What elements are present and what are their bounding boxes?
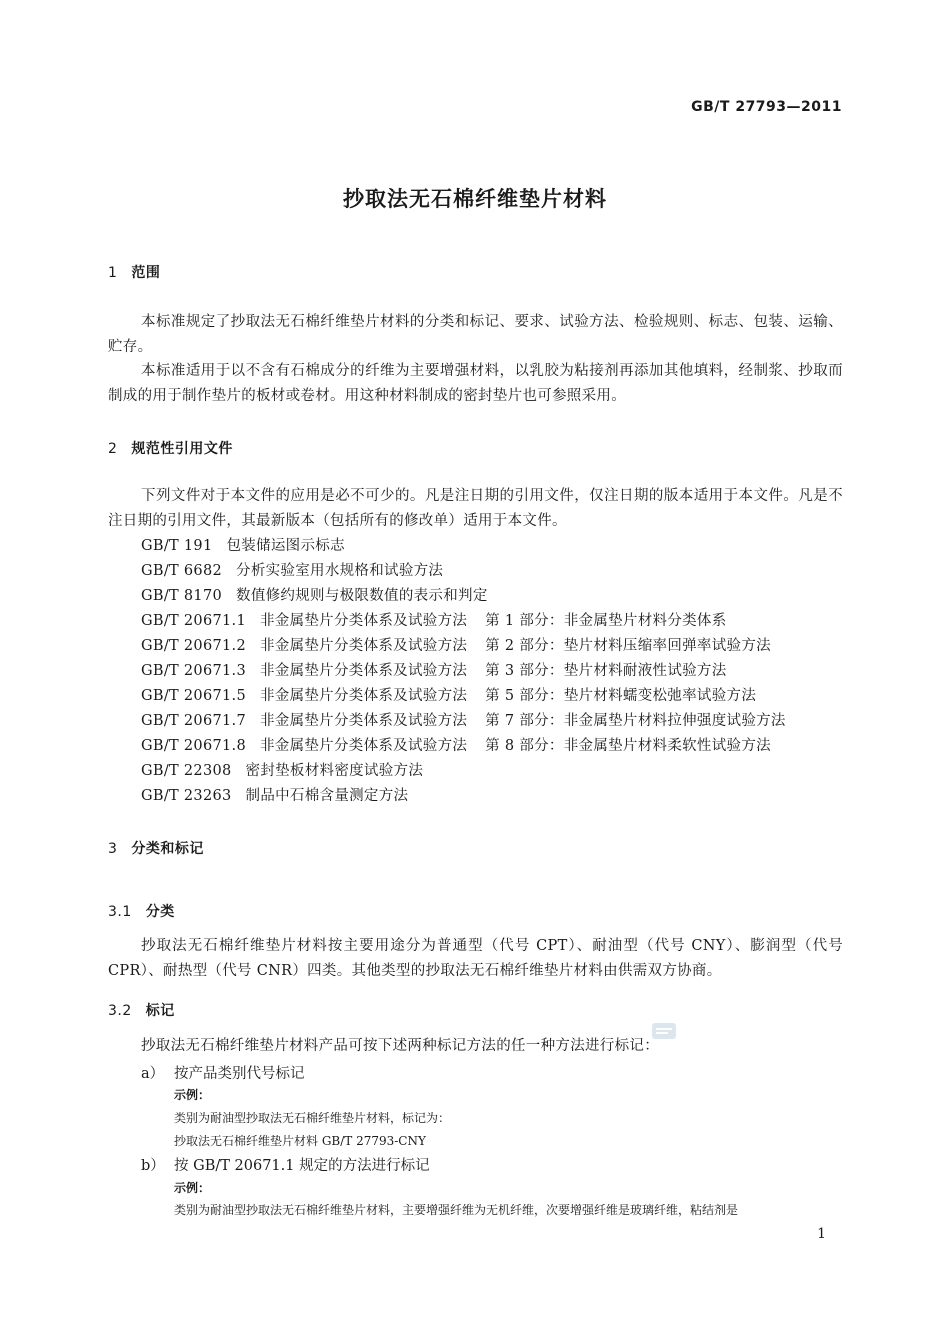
section-title: 范围 xyxy=(131,265,161,281)
reference-item xyxy=(141,659,727,684)
reference-code: GB/T 20671.3 xyxy=(141,663,246,679)
section-3-heading xyxy=(108,838,204,858)
reference-title: 非金属垫片分类体系及试验方法 xyxy=(259,713,468,729)
reference-title: 非金属垫片分类体系及试验方法 xyxy=(259,688,468,704)
reference-code: GB/T 20671.2 xyxy=(141,638,246,654)
document-title: 抄取法无石棉纤维垫片材料 xyxy=(343,187,607,211)
reference-item xyxy=(141,684,756,709)
section-3-1-heading xyxy=(108,901,175,921)
section-number: 3 xyxy=(108,841,118,857)
reference-item xyxy=(141,609,727,634)
reference-code: GB/T 22308 xyxy=(141,763,232,779)
example-line: 类别为耐油型抄取法无石棉纤维垫片材料，标记为： xyxy=(174,1111,451,1125)
reference-item xyxy=(141,784,408,809)
section-title: 分类和标记 xyxy=(131,841,204,857)
page-number: 1 xyxy=(817,1226,826,1242)
reference-title: 非金属垫片分类体系及试验方法 xyxy=(259,663,468,679)
section-number: 1 xyxy=(108,265,118,281)
example-line: 类别为耐油型抄取法无石棉纤维垫片材料，主要增强纤维为无机纤维，次要增强纤维是玻璃纤维，粘结剂是 xyxy=(174,1203,739,1217)
list-label: b） xyxy=(141,1158,165,1174)
example-label: 示例： xyxy=(174,1088,211,1102)
reference-part: 第 3 部分：垫片材料耐液性试验方法 xyxy=(485,663,727,679)
reference-title: 分析实验室用水规格和试验方法 xyxy=(236,563,444,579)
reference-code: GB/T 6682 xyxy=(141,563,223,579)
section-number: 3.2 xyxy=(108,1003,132,1019)
classification-paragraph: 抄取法无石棉纤维垫片材料按主要用途分为普通型（代号 CPT）、耐油型（代号 CNY）、膨润型（代号 CPR）、耐热型（代号 CNR）四类。其他类型的抄取法无石棉纤维垫片材料由供需双方协商。 xyxy=(108,938,843,979)
reference-part: 第 7 部分：非金属垫片材料拉伸强度试验方法 xyxy=(485,713,786,729)
section-1-heading xyxy=(108,262,160,282)
reference-title: 密封垫板材料密度试验方法 xyxy=(245,763,424,779)
reference-title: 包装储运图示标志 xyxy=(226,538,345,554)
list-label: a） xyxy=(141,1066,165,1082)
example-line: 抄取法无石棉纤维垫片材料 GB/T 27793-CNY xyxy=(174,1134,426,1148)
reference-title: 数值修约规则与极限数值的表示和判定 xyxy=(236,588,488,604)
marking-method-b xyxy=(141,1154,430,1175)
reference-title: 制品中石棉含量测定方法 xyxy=(245,788,409,804)
section-title: 标记 xyxy=(145,1003,175,1019)
reference-item xyxy=(141,559,443,584)
section-title: 分类 xyxy=(145,904,175,920)
list-text: 按产品类别代号标记 xyxy=(174,1066,305,1082)
reference-code: GB/T 23263 xyxy=(141,788,232,804)
reference-code: GB/T 20671.1 xyxy=(141,613,246,629)
standard-number: GB/T 27793—2011 xyxy=(691,99,842,115)
reference-code: GB/T 20671.5 xyxy=(141,688,246,704)
reference-item xyxy=(141,534,345,559)
reference-code: GB/T 20671.7 xyxy=(141,713,246,729)
section-title: 规范性引用文件 xyxy=(131,441,233,457)
reference-title: 非金属垫片分类体系及试验方法 xyxy=(259,613,468,629)
reference-item xyxy=(141,584,488,609)
scope-paragraph-1: 本标准规定了抄取法无石棉纤维垫片材料的分类和标记、要求、试验方法、检验规则、标志、包装、运输、贮存。 xyxy=(108,314,843,355)
scope-paragraph-2: 本标准适用于以不含有石棉成分的纤维为主要增强材料，以乳胶为粘接剂再添加其他填料，经制浆、抄取而制成的用于制作垫片的板材或卷材。用这种材料制成的密封垫片也可参照采用。 xyxy=(108,363,843,404)
reference-part: 第 1 部分：非金属垫片材料分类体系 xyxy=(485,613,727,629)
reference-code: GB/T 8170 xyxy=(141,588,223,604)
reference-item xyxy=(141,734,771,759)
reference-title: 非金属垫片分类体系及试验方法 xyxy=(259,638,468,654)
reference-part: 第 2 部分：垫片材料压缩率回弹率试验方法 xyxy=(485,638,771,654)
section-2-heading xyxy=(108,438,233,458)
reference-item xyxy=(141,759,423,784)
reference-part: 第 8 部分：非金属垫片材料柔软性试验方法 xyxy=(485,738,771,754)
list-text: 按 GB/T 20671.1 规定的方法进行标记 xyxy=(174,1158,430,1174)
section-3-2-heading xyxy=(108,1000,175,1020)
marking-paragraph: 抄取法无石棉纤维垫片材料产品可按下述两种标记方法的任一种方法进行标记： xyxy=(141,1038,659,1054)
section-number: 3.1 xyxy=(108,904,132,920)
section-number: 2 xyxy=(108,441,118,457)
reference-title: 非金属垫片分类体系及试验方法 xyxy=(259,738,468,754)
reference-code: GB/T 191 xyxy=(141,538,213,554)
reference-item xyxy=(141,634,771,659)
reference-code: GB/T 20671.8 xyxy=(141,738,246,754)
watermark-icon xyxy=(650,1020,678,1042)
reference-part: 第 5 部分：垫片材料蠕变松弛率试验方法 xyxy=(485,688,757,704)
references-intro: 下列文件对于本文件的应用是必不可少的。凡是注日期的引用文件，仅注日期的版本适用于本文件。凡是不注日期的引用文件，其最新版本（包括所有的修改单）适用于本文件。 xyxy=(108,488,843,529)
marking-method-a xyxy=(141,1062,305,1083)
reference-item xyxy=(141,709,786,734)
example-label: 示例： xyxy=(174,1181,211,1195)
